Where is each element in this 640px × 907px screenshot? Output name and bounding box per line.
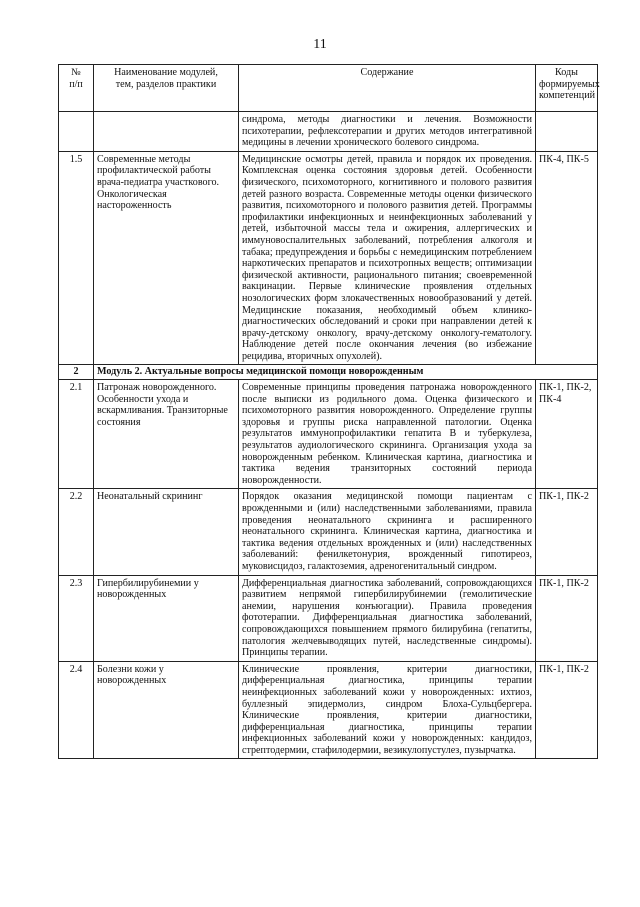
table-row <box>59 575 598 661</box>
row-num: 2.2 <box>59 489 94 575</box>
header-name: Наименование модулей, тем, разделов практики <box>94 65 239 112</box>
row-codes: ПК-1, ПК-2 <box>536 661 598 759</box>
module-title: Модуль 2. Актуальные вопросы медицинской помощи новорожденным <box>94 365 598 380</box>
row-num: 1.5 <box>59 151 94 365</box>
header-codes: Коды формируемых компетенций <box>536 65 598 112</box>
row-codes: ПК-1, ПК-2 <box>536 575 598 661</box>
row-name: Современные методы профилактической работы врача-педиатра участкового. Онкологическая настороженность <box>94 151 239 365</box>
page-number: 11 <box>313 37 327 52</box>
row-num: 2.4 <box>59 661 94 759</box>
row-name: Патронаж новорожденного. Особенности ухода и вскармливания. Транзиторные состояния <box>94 380 239 489</box>
table-row <box>59 380 598 489</box>
table-row <box>59 489 598 575</box>
table-row <box>59 151 598 365</box>
row-codes <box>536 112 598 152</box>
header-content: Содержание <box>239 65 536 112</box>
row-name: Болезни кожи у новорожденных <box>94 661 239 759</box>
row-codes: ПК-4, ПК-5 <box>536 151 598 365</box>
row-num <box>59 112 94 152</box>
row-content: Медицинские осмотры детей, правила и порядок их проведения. Комплексная оценка состояния здоровья детей. Особенности физического, психомоторного, когнитивного и полового развития детей разного возраста. Современные методы оценки физического развития, психомоторного и полового развития детей. Программы профилактики инфекционных и неинфекционных заболеваний у детей, избыточной массы тела и ожирения, аллергических и иммуновоспалительных заболеваний, потребления алкоголя и табака; предупреждения и борьбы с немедицинским потреблением наркотических препаратов и психотропных веществ; оптимизации физической активности, рационального питания; своевременной вакцинации. Первые клинические проявления отдельных нозологических форм злокачественных новообразований у детей. Медицинские показания, необходимый объем клинико-диагностических обследований и сроки при направлении детей к врачу-детскому онкологу, врачу-детскому онкологу-гематологу. Наблюдение детей после окончания лечения (во избежание рецидива, вторичных опухолей). <box>239 151 536 365</box>
table-row <box>59 661 598 759</box>
row-num: 2.3 <box>59 575 94 661</box>
curriculum-table <box>58 64 598 759</box>
row-content: синдрома, методы диагностики и лечения. Возможности психотерапии, рефлексотерапии и других методов интегративной медицины в лечении хронического болевого синдрома. <box>239 112 536 152</box>
row-content: Порядок оказания медицинской помощи пациентам с врожденными и (или) наследственными заболеваниями, правила проведения неонатального скрининга и расширенного неонатального скрининга. Клиническая картина, диагностика и тактика ведения отдельных врожденных и (или) наследственных заболеваний: фенилкетонурия, врожденный гипотиреоз, муковисцидоз, галактоземия, адреногенитальный синдром. <box>239 489 536 575</box>
header-num: № п/п <box>59 65 94 112</box>
module-num: 2 <box>59 365 94 380</box>
row-num: 2.1 <box>59 380 94 489</box>
module-row <box>59 365 598 380</box>
row-content: Современные принципы проведения патронажа новорожденного после выписки из родильного дома. Оценка физического и психомоторного развития новорожденного. Определение группы здоровья и группы риска направленной патологии. Оценка результатов иммунопрофилактики гепатита В и туберкулеза, результатов аудиологического скрининга. Организация ухода за новорожденным ребенком. Клиническая картина, диагностика и тактика ведения транзиторных состояний периода новорожденности. <box>239 380 536 489</box>
row-content: Дифференциальная диагностика заболеваний, сопровождающихся развитием непрямой гипербилирубинемии (гемолитические анемии, нарушения конъюгации). Правила проведения фототерапии. Дифференциальная диагностика заболеваний, сопровождающихся повышением прямого билирубина (гепатиты, патология желчевыводящих путей, наследственные синдромы). Принципы терапии. <box>239 575 536 661</box>
row-codes: ПК-1, ПК-2 <box>536 489 598 575</box>
table-row <box>59 112 598 152</box>
row-content: Клинические проявления, критерии диагностики, дифференциальная диагностика, принципы терапии неинфекционных заболеваний кожи у новорожденных: ихтиоз, буллезный эпидермолиз, синдром Блоха-Сульцбергера. Клинические проявления, критерии диагностики, дифференциальная диагностика, принципы терапии инфекционных заболеваний кожи у новорожденных: кандидоз, стрептодермии, стафилодермии, везикулопустулез, пузырчатка. <box>239 661 536 759</box>
row-name: Неонатальный скрининг <box>94 489 239 575</box>
table-header-row <box>59 65 598 112</box>
row-codes: ПК-1, ПК-2, ПК-4 <box>536 380 598 489</box>
row-name <box>94 112 239 152</box>
row-name: Гипербилирубинемии у новорожденных <box>94 575 239 661</box>
